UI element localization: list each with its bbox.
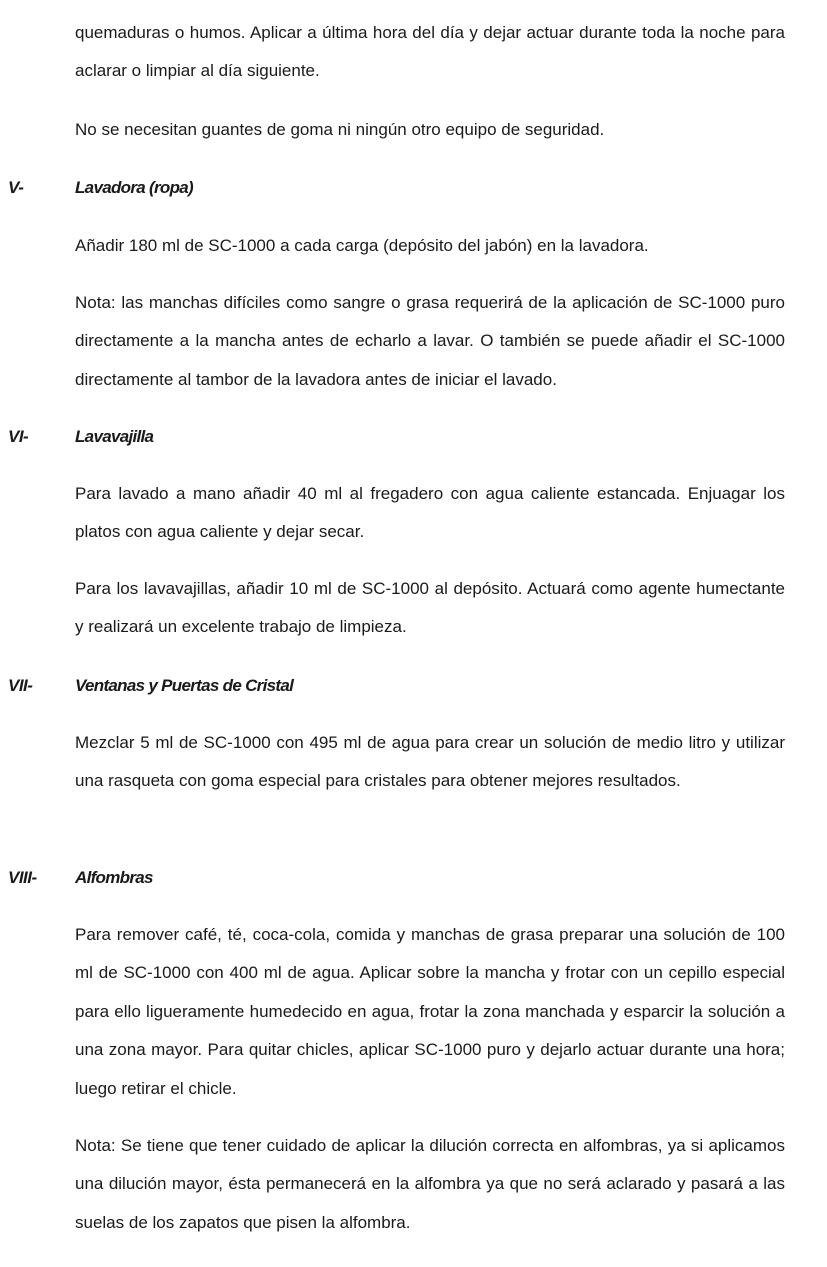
section-title: Lavavajilla [75, 427, 154, 446]
section-heading-vii [0, 676, 827, 700]
section-heading-vi [0, 427, 827, 451]
section-number: V- [8, 178, 24, 197]
section-title: Ventanas y Puertas de Cristal [75, 676, 294, 695]
section-heading-v [0, 178, 827, 202]
section-v-paragraph-2: Nota: las manchas difíciles como sangre o grasa requerirá de la aplicación de SC-1000 puro directamente a la mancha antes de echarlo a lavar. O también se puede añadir el SC-1000 directamente al tambor de la lavadora antes de iniciar el lavado. [75, 293, 785, 389]
section-title: Lavadora (ropa) [75, 178, 193, 197]
section-vi-paragraph-2: Para los lavavajillas, añadir 10 ml de SC-1000 al depósito. Actuará como agente humectante y realizará un excelente trabajo de limpieza. [75, 579, 785, 637]
section-viii-paragraph-1: Para remover café, té, coca-cola, comida y manchas de grasa preparar una solución de 100 ml de SC-1000 con 400 ml de agua. Aplicar sobre la mancha y frotar con un cepillo especial para ello ligueramente humedecido en agua, frotar la zona manchada y esparcir la solución a una zona mayor. Para quitar chicles, aplicar SC-1000 puro y dejarlo actuar durante una hora; luego retirar el chicle. [75, 925, 785, 1098]
section-number: VIII- [8, 868, 37, 887]
section-v-paragraph-1: Añadir 180 ml de SC-1000 a cada carga (depósito del jabón) en la lavadora. [75, 236, 649, 255]
intro-paragraph-1: quemaduras o humos. Aplicar a última hora del día y dejar actuar durante toda la noche para aclarar o limpiar al día siguiente. [75, 23, 785, 81]
section-viii-paragraph-2: Nota: Se tiene que tener cuidado de aplicar la dilución correcta en alfombras, ya si aplicamos una dilución mayor, ésta permanecerá en la alfombra ya que no será aclarado y pasará a las suelas de los zapatos que pisen la alfombra. [75, 1136, 785, 1232]
section-vii-paragraph-1: Mezclar 5 ml de SC-1000 con 495 ml de agua para crear un solución de medio litro y utilizar una rasqueta con goma especial para cristales para obtener mejores resultados. [75, 733, 785, 791]
section-heading-viii [0, 868, 827, 892]
section-number: VI- [8, 427, 29, 446]
section-vi-paragraph-1: Para lavado a mano añadir 40 ml al fregadero con agua caliente estancada. Enjuagar los platos con agua caliente y dejar secar. [75, 484, 785, 542]
section-title: Alfombras [75, 868, 153, 887]
section-number: VII- [8, 676, 33, 695]
intro-paragraph-2: No se necesitan guantes de goma ni ningún otro equipo de seguridad. [75, 120, 605, 139]
